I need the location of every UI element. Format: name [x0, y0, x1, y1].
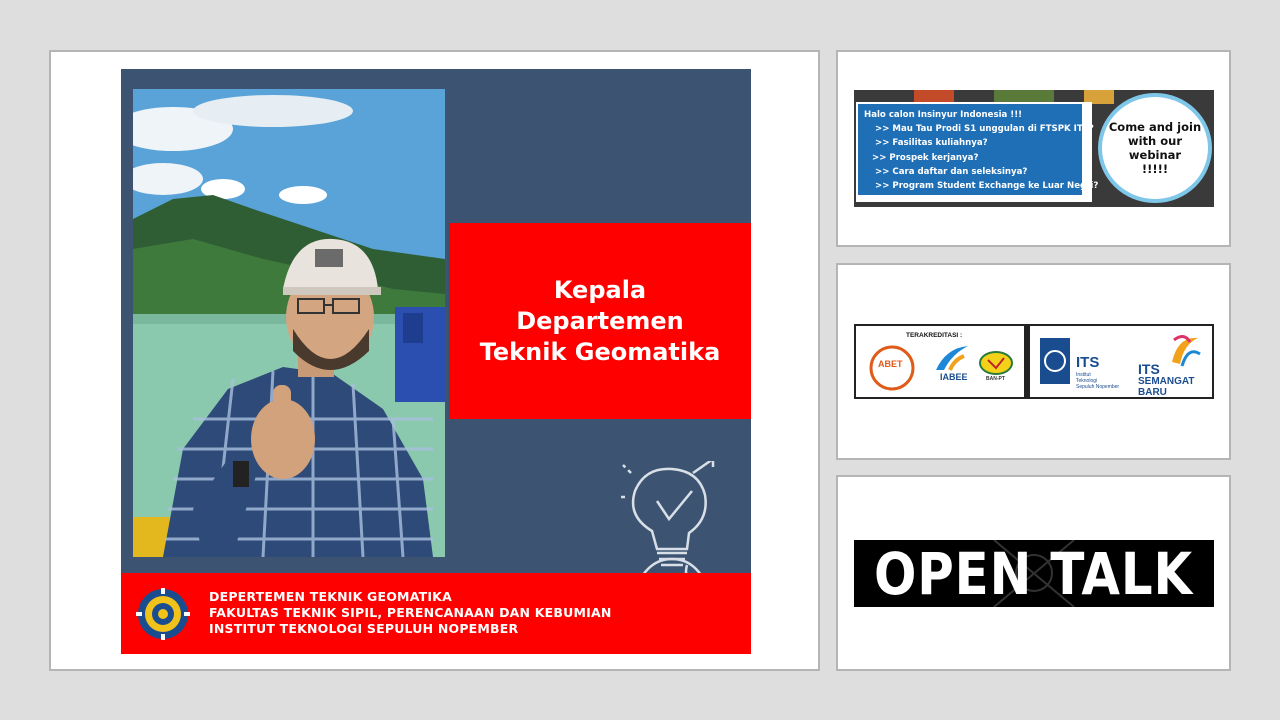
webinar-greeting: Halo calon Insinyur Indonesia !!! — [864, 110, 1023, 120]
cta-line: !!!!! — [1141, 162, 1169, 176]
webinar-item: >> Mau Tau Prodi S1 unggulan di FTSPK ITS? — [875, 124, 1094, 135]
footer-line: INSTITUT TEKNOLOGI SEPULUH NOPEMBER — [209, 621, 519, 636]
webinar-cta-badge[interactable] — [1098, 93, 1212, 203]
portrait-photo — [133, 89, 445, 557]
its-subtitle — [1076, 372, 1119, 390]
webinar-item: >> Prospek kerjanya? — [872, 152, 979, 163]
its-sub-line: Sepuluh Nopember — [1076, 384, 1120, 390]
main-poster-panel — [49, 50, 820, 671]
opentalk-banner[interactable] — [854, 540, 1214, 607]
semangat-baru-text — [1138, 362, 1194, 398]
iabee-text: IABEE — [940, 372, 968, 382]
cta-line: Come and join — [1108, 120, 1202, 134]
webinar-text-box — [858, 104, 1099, 195]
footer-line: DEPERTEMEN TEKNIK GEOMATIKA — [209, 589, 452, 604]
its-text: ITS — [1076, 354, 1100, 371]
semangat-line: ITS — [1138, 361, 1160, 377]
abet-text: ABET — [878, 359, 903, 369]
title-line: Teknik Geomatika — [479, 337, 721, 366]
opentalk-text: OPEN TALK — [874, 540, 1194, 607]
footer-line: FAKULTAS TEKNIK SIPIL, PERENCANAAN DAN KEBUMIAN — [209, 605, 612, 620]
poster — [121, 69, 751, 654]
accreditation-panel — [836, 263, 1231, 460]
opentalk-panel[interactable] — [836, 475, 1231, 671]
its-logo-icon — [1038, 336, 1072, 386]
semangat-line: BARU — [1138, 387, 1167, 398]
banpt-logo-icon — [978, 350, 1014, 376]
webinar-item: >> Program Student Exchange ke Luar Negri? — [875, 181, 1099, 192]
title-box — [449, 223, 751, 419]
webinar-panel[interactable] — [836, 50, 1231, 247]
title-line: Departemen — [516, 306, 684, 335]
title-line: Kepala — [553, 275, 647, 304]
webinar-item: >> Cara daftar dan seleksinya? — [875, 166, 1028, 177]
cta-line: with our webinar — [1127, 134, 1182, 162]
its-emblem-icon — [135, 587, 191, 646]
divider — [1024, 326, 1030, 397]
banpt-text: BAN-PT — [986, 376, 1005, 382]
semangat-line: SEMANGAT — [1138, 376, 1195, 387]
webinar-item: >> Fasilitas kuliahnya? — [875, 138, 988, 149]
accreditation-banner — [854, 324, 1214, 399]
accreditation-label: TERAKREDITASI : — [906, 332, 963, 339]
its-sub-line: Teknologi — [1076, 378, 1098, 384]
footer-band — [121, 573, 751, 654]
its-sub-line: Institut — [1076, 372, 1091, 378]
webinar-banner[interactable] — [854, 90, 1214, 207]
iabee-logo-icon — [932, 344, 972, 374]
